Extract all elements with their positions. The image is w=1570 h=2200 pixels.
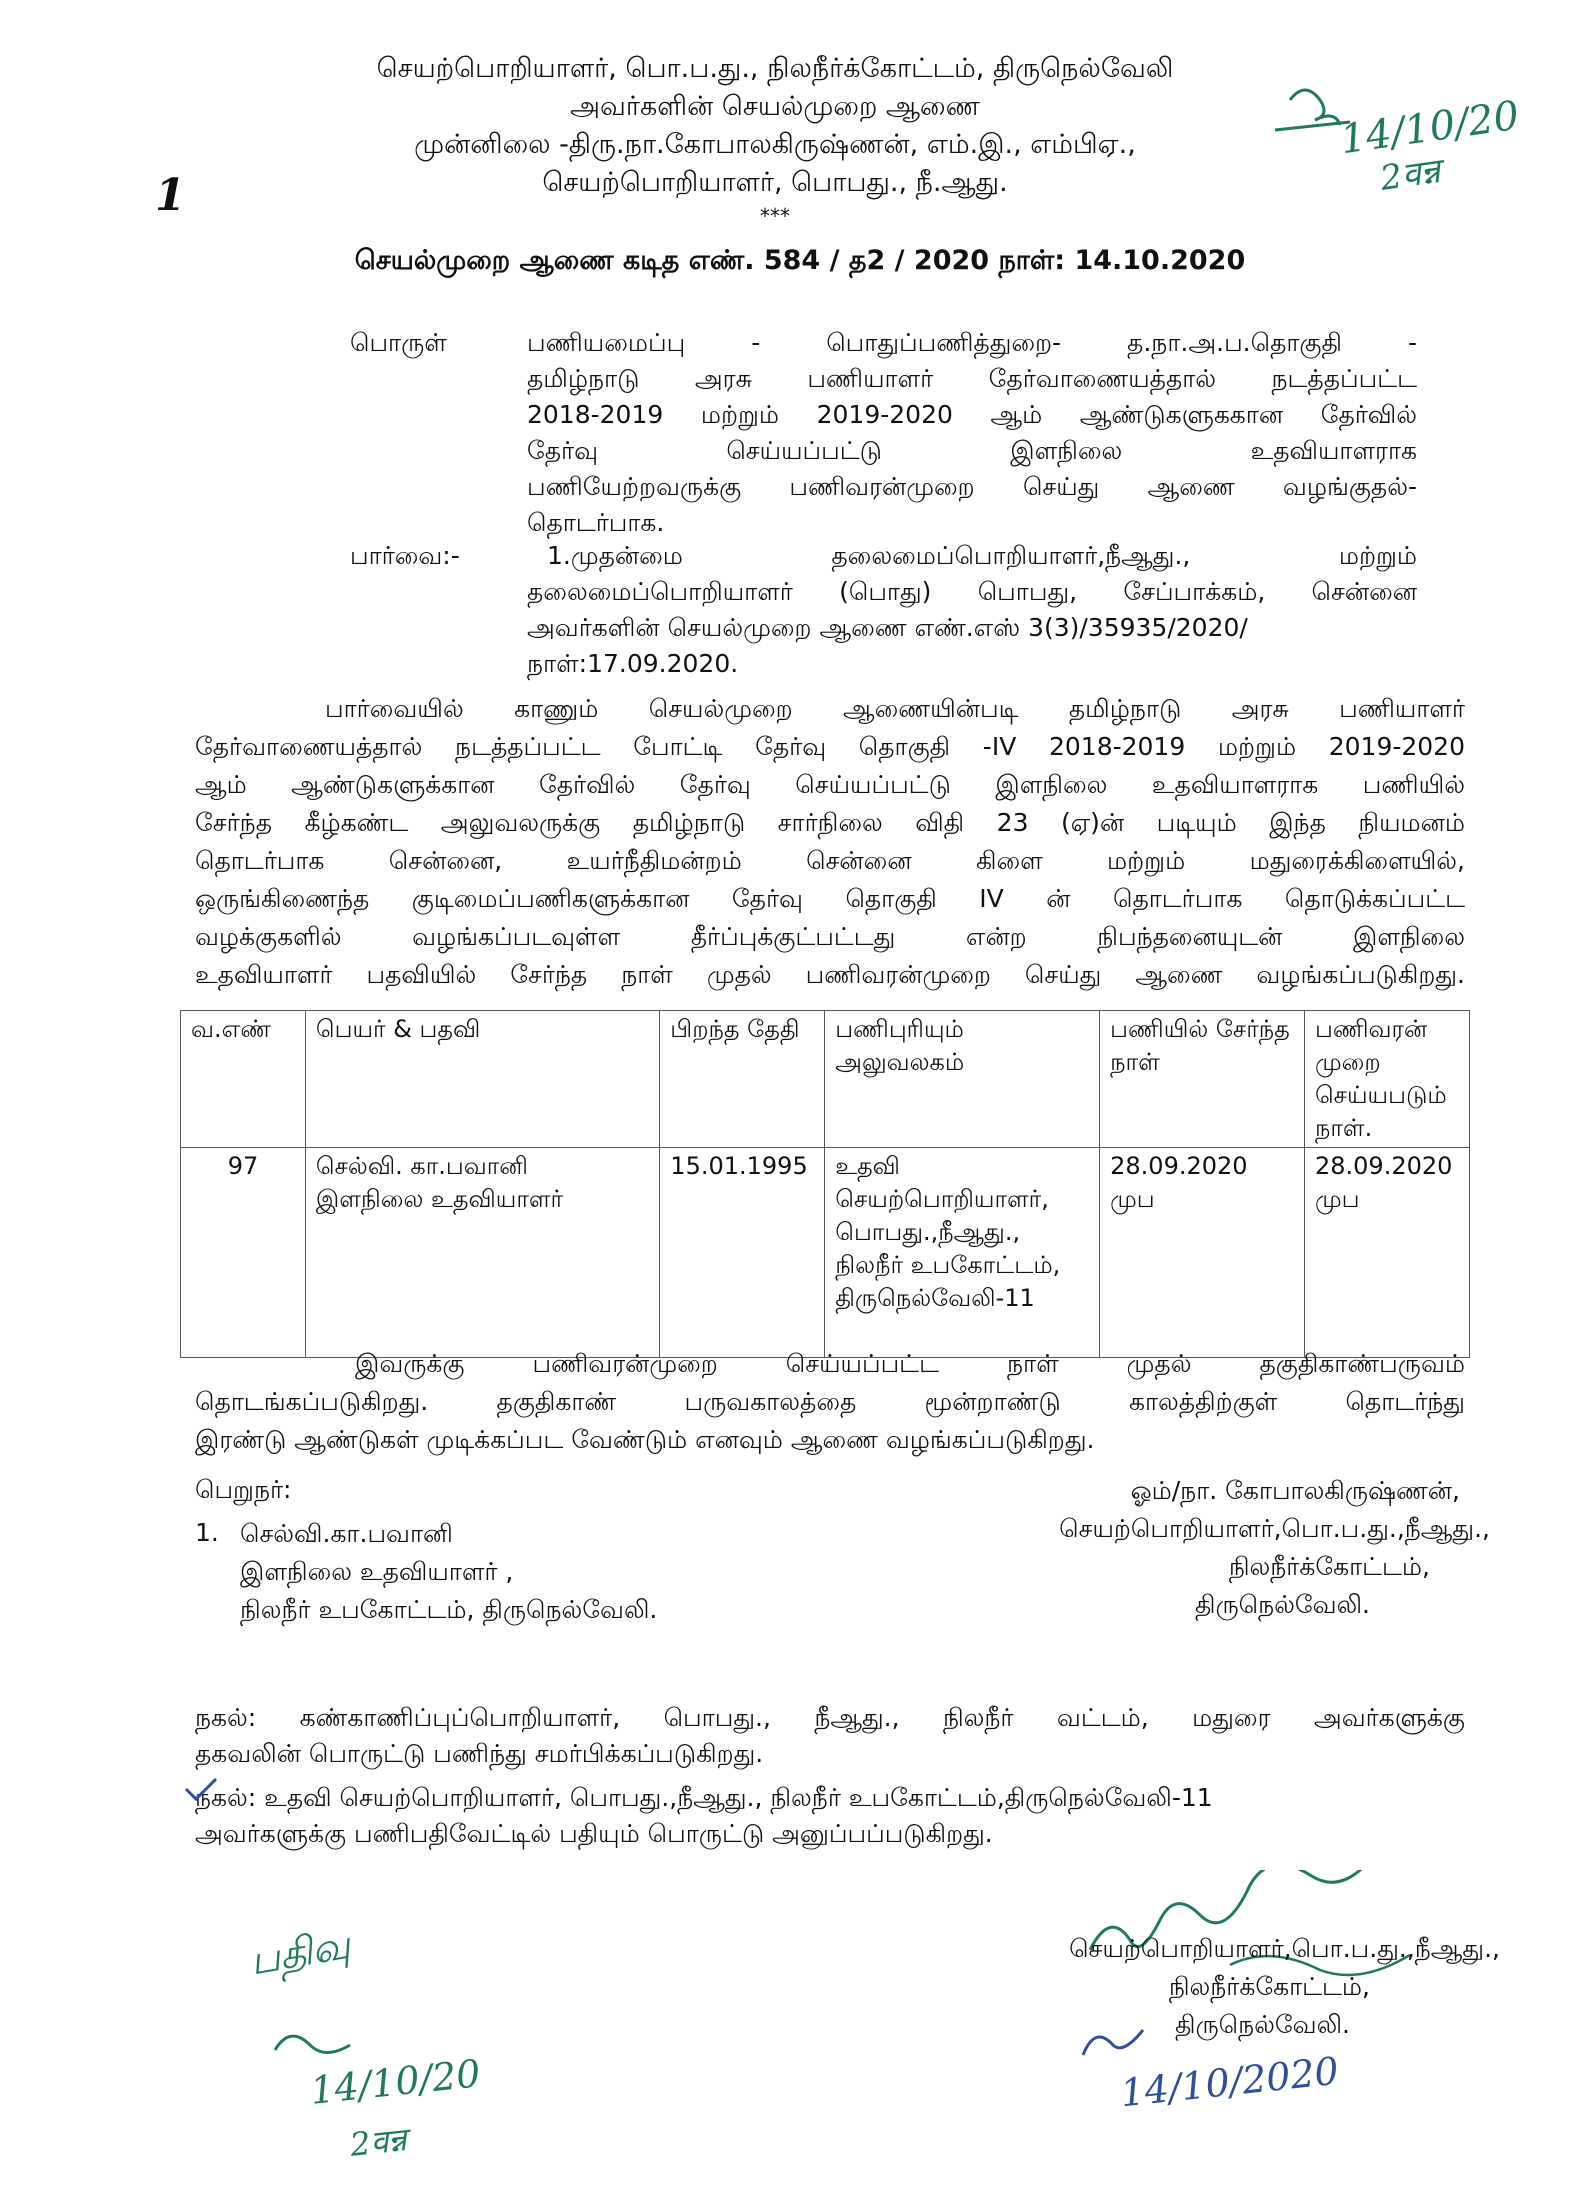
reference-label: பார்வை:- (350, 541, 460, 570)
cell-dob: 15.01.1995 (660, 1148, 825, 1358)
signatory-line: செயற்பொறியாளர்,பொ.ப.து.,நீஆது., (1059, 1514, 1490, 1543)
recipient-line: இளநிலை உதவியாளர் , (240, 1557, 514, 1586)
letter-header (300, 50, 1250, 230)
handwritten-date-top-right: 14/10/20 (1337, 92, 1522, 164)
probation-line: இவருக்கு பணிவரன்முறை செய்யப்பட்ட நாள் முதல் தகுதிகாண்பருவம் (355, 1349, 1465, 1378)
subject-line: பணியேற்றவருக்கு பணிவரன்முறை செய்து ஆணை வழங்குதல்- (527, 472, 1417, 501)
footer-signature (960, 1930, 1500, 2044)
recipient-number: 1. (195, 1518, 219, 1547)
header-line-1: செயற்பொறியாளர், பொ.ப.து., நிலநீர்க்கோட்டம், திருநெல்வேலி (376, 53, 1174, 84)
subject-text (527, 325, 1417, 541)
header-joined: பணியில் சேர்ந்த நாள் (1100, 1011, 1305, 1148)
footer-sign-line: திருநெல்வேலி. (1175, 2010, 1350, 2039)
probation-line: தொடங்கப்படுகிறது. தகுதிகாண் பருவகாலத்தை மூன்றாண்டு காலத்திற்குள் தொடர்ந்து (195, 1387, 1465, 1416)
signatory-line: நிலநீர்க்கோட்டம், (1228, 1552, 1430, 1581)
header-line-4: செயற்பொறியாளர், பொபது., நீ.ஆது. (542, 167, 1008, 198)
cell-sno: 97 (181, 1148, 306, 1358)
reference-line: அவர்களின் செயல்முறை ஆணை எண்.எஸ் 3(3)/35935/2020/ (527, 613, 1248, 642)
header-line-3: முன்னிலை -திரு.நா.கோபாலகிருஷ்ணன், எம்.இ., எம்பிஏ., (414, 129, 1136, 160)
signatory-line: ஓம்/நா. கோபாலகிருஷ்ணன், (1130, 1476, 1460, 1505)
handwritten-note-bottom-left: 2वन्न (348, 2120, 409, 2164)
cell-post: இளநிலை உதவியாளர் (315, 1185, 564, 1213)
table-row (181, 1148, 1470, 1358)
reference-text (527, 538, 1417, 682)
handwritten-initial-bottom-left (265, 2020, 355, 2070)
cell-regularized: 28.09.2020 முப (1304, 1148, 1469, 1358)
body-line: ஆம் ஆண்டுகளுக்கான தேர்வில் தேர்வு செய்யப்பட்டு இளநிலை உதவியாளராக பணியில் (195, 770, 1465, 799)
header-line-2: அவர்களின் செயல்முறை ஆணை (570, 91, 980, 122)
probation-line: இரண்டு ஆண்டுகள் முடிக்கப்பட வேண்டும் எனவும் ஆணை வழங்கப்படுகிறது. (195, 1425, 1095, 1454)
body-line: தேர்வாணையத்தால் நடத்தப்பட்ட போட்டி தேர்வு தொகுதி -IV 2018-2019 மற்றும் 2019-2020 (195, 732, 1465, 761)
order-reference: செயல்முறை ஆணை கடித எண். 584 / த2 / 2020 நாள்: 14.10.2020 (354, 245, 1246, 276)
header-name: பெயர் & பதவி (305, 1011, 659, 1148)
footer-sign-line: செயற்பொறியாளர்,பொ.ப.து.,நீஆது., (1069, 1934, 1500, 1963)
handwritten-date-bottom-left: 14/10/20 (308, 2051, 483, 2113)
copy-1-line: தகவலின் பொருட்டு பணிந்து சமர்பிக்கப்படுகிறது. (195, 1739, 764, 1768)
copy-1-line: நகல்: கண்காணிப்புப்பொறியாளர், பொபது., நீஆது., நிலநீர் வட்டம், மதுரை அவர்களுக்கு (195, 1703, 1465, 1732)
header-stars: *** (760, 204, 790, 228)
header-office: பணிபுரியும் அலுவலகம் (825, 1011, 1100, 1148)
signatory-line: திருநெல்வேலி. (1195, 1590, 1370, 1619)
recipient-label: பெறுநர்: (195, 1475, 292, 1504)
header-sno: வ.எண் (181, 1011, 306, 1148)
cell-office: உதவி செயற்பொறியாளர், பொபது.,நீஆது., நிலநீர் உபகோட்டம், திருநெல்வேலி-11 (825, 1148, 1100, 1358)
signatory-block (960, 1472, 1490, 1624)
regularization-table (180, 1010, 1470, 1358)
body-paragraph (195, 690, 1465, 994)
recipient-line: செல்வி.கா.பவானி (240, 1519, 453, 1548)
copy-1 (195, 1700, 1465, 1772)
table-header-row (181, 1011, 1470, 1148)
cell-name-post (305, 1148, 659, 1358)
probation-paragraph (195, 1345, 1465, 1459)
body-line: தொடர்பாக சென்னை, உயர்நீதிமன்றம் சென்னை கிளை மற்றும் மதுரைக்கிளையில், (195, 846, 1465, 875)
reference-line: தலைமைப்பொறியாளர் (பொது) பொபது, சேப்பாக்கம், சென்னை (527, 577, 1417, 606)
cell-name: செல்வி. கா.பவானி (315, 1152, 528, 1180)
handwritten-date-blue: 14/10/2020 (1118, 2048, 1341, 2116)
subject-label: பொருள் (350, 328, 447, 357)
subject-line: தொடர்பாக. (527, 508, 665, 537)
handwritten-note-top-right: 2वन्न (1377, 151, 1443, 199)
body-line: வழக்குகளில் வழங்கப்படவுள்ள தீர்ப்புக்குட்பட்டது என்ற நிபந்தனையுடன் இளநிலை (195, 922, 1465, 951)
subject-line: 2018-2019 மற்றும் 2019-2020 ஆம் ஆண்டுகளுககான தேர்வில் (527, 400, 1417, 429)
handwritten-word-bottom-left: பதிவு (246, 1921, 354, 1985)
copy-2 (195, 1780, 1465, 1852)
body-line: சேர்ந்த கீழ்கண்ட அலுவலருக்கு தமிழ்நாடு சார்நிலை விதி 23 (ஏ)ன் படியும் இந்த நியமனம் (195, 808, 1465, 837)
body-line: பார்வையில் காணும் செயல்முறை ஆணையின்படி தமிழ்நாடு அரசு பணியாளர் (325, 694, 1465, 723)
subject-line: தேர்வு செய்யப்பட்டு இளநிலை உதவியாளராக (527, 436, 1417, 465)
checkmark-icon (182, 1775, 222, 1805)
subject-line: பணியமைப்பு - பொதுப்பணித்துறை- த.நா.அ.ப.தொகுதி - (527, 328, 1417, 357)
recipient-address (240, 1515, 657, 1629)
copy-2-line: நகல்: உதவி செயற்பொறியாளர், பொபது.,நீஆது., நிலநீர் உபகோட்டம்,திருநெல்வேலி-11 (195, 1783, 1213, 1812)
handwritten-mark: 1 (155, 170, 186, 221)
cell-joined: 28.09.2020 முப (1100, 1148, 1305, 1358)
reference-line: நாள்:17.09.2020. (527, 649, 739, 678)
body-line: உதவியாளர் பதவியில் சேர்ந்த நாள் முதல் பணிவரன்முறை செய்து ஆணை வழங்கப்படுகிறது. (195, 960, 1465, 989)
header-regularized: பணிவரன் முறை செய்யபடும் நாள். (1304, 1011, 1469, 1148)
subject-line: தமிழ்நாடு அரசு பணியாளர் தேர்வாணையத்தால் நடத்தப்பட்ட (527, 364, 1417, 393)
handwritten-initial-blue (1075, 2020, 1155, 2070)
copy-2-line: அவர்களுக்கு பணிபதிவேட்டில் பதியும் பொருட்டு அனுப்பப்படுகிறது. (195, 1819, 993, 1848)
reference-line: 1.முதன்மை தலைமைப்பொறியாளர்,நீஆது., மற்றும் (547, 541, 1417, 570)
body-line: ஒருங்கிணைந்த குடிமைப்பணிகளுக்கான தேர்வு தொகுதி IV ன் தொடர்பாக தொடுக்கப்பட்ட (195, 884, 1465, 913)
header-dob: பிறந்த தேதி (660, 1011, 825, 1148)
footer-sign-line: நிலநீர்க்கோட்டம், (1168, 1972, 1370, 2001)
recipient-line: நிலநீர் உபகோட்டம், திருநெல்வேலி. (240, 1595, 658, 1624)
